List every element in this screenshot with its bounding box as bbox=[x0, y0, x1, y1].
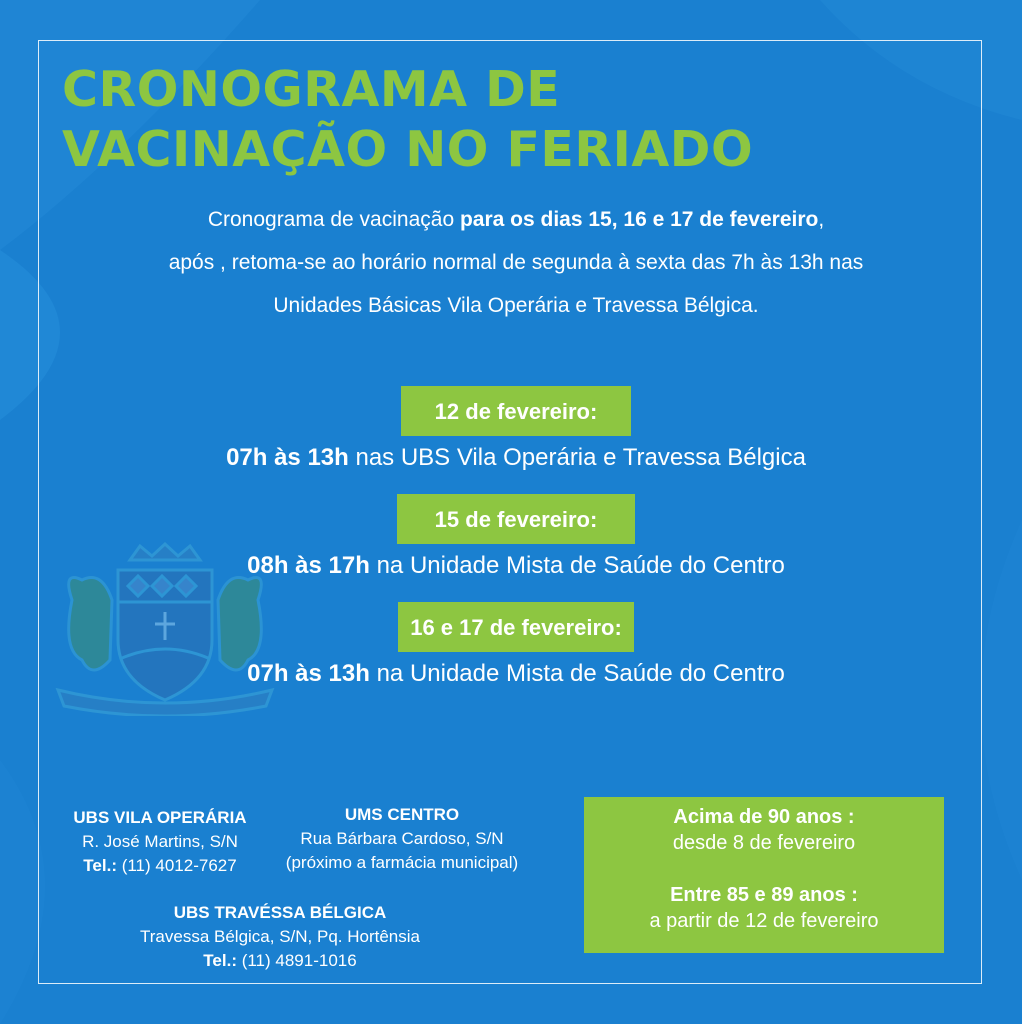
title-line-2: VACINAÇÃO NO FERIADO bbox=[62, 121, 754, 178]
schedule-date-badge: 16 e 17 de fevereiro: bbox=[398, 602, 634, 652]
address-phone bbox=[55, 854, 265, 878]
schedule-detail bbox=[60, 440, 972, 476]
address-ums-centro bbox=[262, 803, 542, 875]
phone-label: Tel.: bbox=[83, 856, 117, 875]
schedule-hours: 07h às 13h bbox=[247, 660, 370, 687]
age-group-text: desde 8 de fevereiro bbox=[672, 832, 856, 854]
schedule-hours: 08h às 17h bbox=[247, 552, 370, 579]
phone-label: Tel.: bbox=[203, 951, 237, 970]
address-street: R. José Martins, S/N bbox=[82, 832, 238, 851]
schedule-detail bbox=[60, 656, 972, 692]
schedule-place: nas UBS Vila Operária e Travessa Bélgica bbox=[348, 444, 806, 471]
intro-line-1 bbox=[60, 198, 972, 241]
schedule-item-2 bbox=[60, 494, 972, 584]
address-street: Rua Bárbara Cardoso, S/N bbox=[300, 829, 504, 848]
intro-line-1-post: , bbox=[818, 208, 825, 231]
address-phone bbox=[110, 949, 450, 973]
intro-line-3: Unidades Básicas Vila Operária e Travessa Bélgica. bbox=[273, 294, 759, 317]
age-group-text: a partir de 12 de fevereiro bbox=[649, 910, 879, 932]
schedule-date-badge: 12 de fevereiro: bbox=[401, 386, 632, 436]
address-note: (próximo a farmácia municipal) bbox=[285, 853, 519, 872]
schedule-hours: 07h às 13h bbox=[226, 444, 349, 471]
address-name: UMS CENTRO bbox=[344, 805, 460, 824]
age-group-title: Acima de 90 anos : bbox=[673, 806, 855, 828]
address-ubs-vila-operaria bbox=[55, 806, 265, 878]
schedule-item-3 bbox=[60, 602, 972, 692]
intro-text bbox=[60, 198, 972, 327]
intro-line-1-pre: Cronograma de vacinação bbox=[207, 208, 460, 231]
title-line-1: CRONOGRAMA DE bbox=[62, 61, 561, 118]
schedule-place: na Unidade Mista de Saúde do Centro bbox=[369, 660, 785, 687]
phone-number: (11) 4012-7627 bbox=[116, 856, 237, 875]
phone-number: (11) 4891-1016 bbox=[236, 951, 357, 970]
address-ubs-travessa-belgica bbox=[110, 901, 450, 973]
page-title bbox=[62, 60, 753, 180]
age-groups-box bbox=[584, 797, 944, 953]
schedule-item-1 bbox=[60, 386, 972, 476]
intro-line-2: após , retoma-se ao horário normal de segunda à sexta das 7h às 13h nas bbox=[168, 251, 864, 274]
schedule-date-badge: 15 de fevereiro: bbox=[397, 494, 636, 544]
intro-line-1-bold: para os dias 15, 16 e 17 de fevereiro bbox=[459, 208, 819, 231]
age-group-title: Entre 85 e 89 anos : bbox=[670, 884, 858, 906]
schedule-detail bbox=[60, 548, 972, 584]
address-name: UBS VILA OPERÁRIA bbox=[73, 808, 247, 827]
schedule-place: na Unidade Mista de Saúde do Centro bbox=[369, 552, 785, 579]
address-name: UBS TRAVÉSSA BÉLGICA bbox=[173, 903, 387, 922]
address-street: Travessa Bélgica, S/N, Pq. Hortênsia bbox=[140, 927, 420, 946]
